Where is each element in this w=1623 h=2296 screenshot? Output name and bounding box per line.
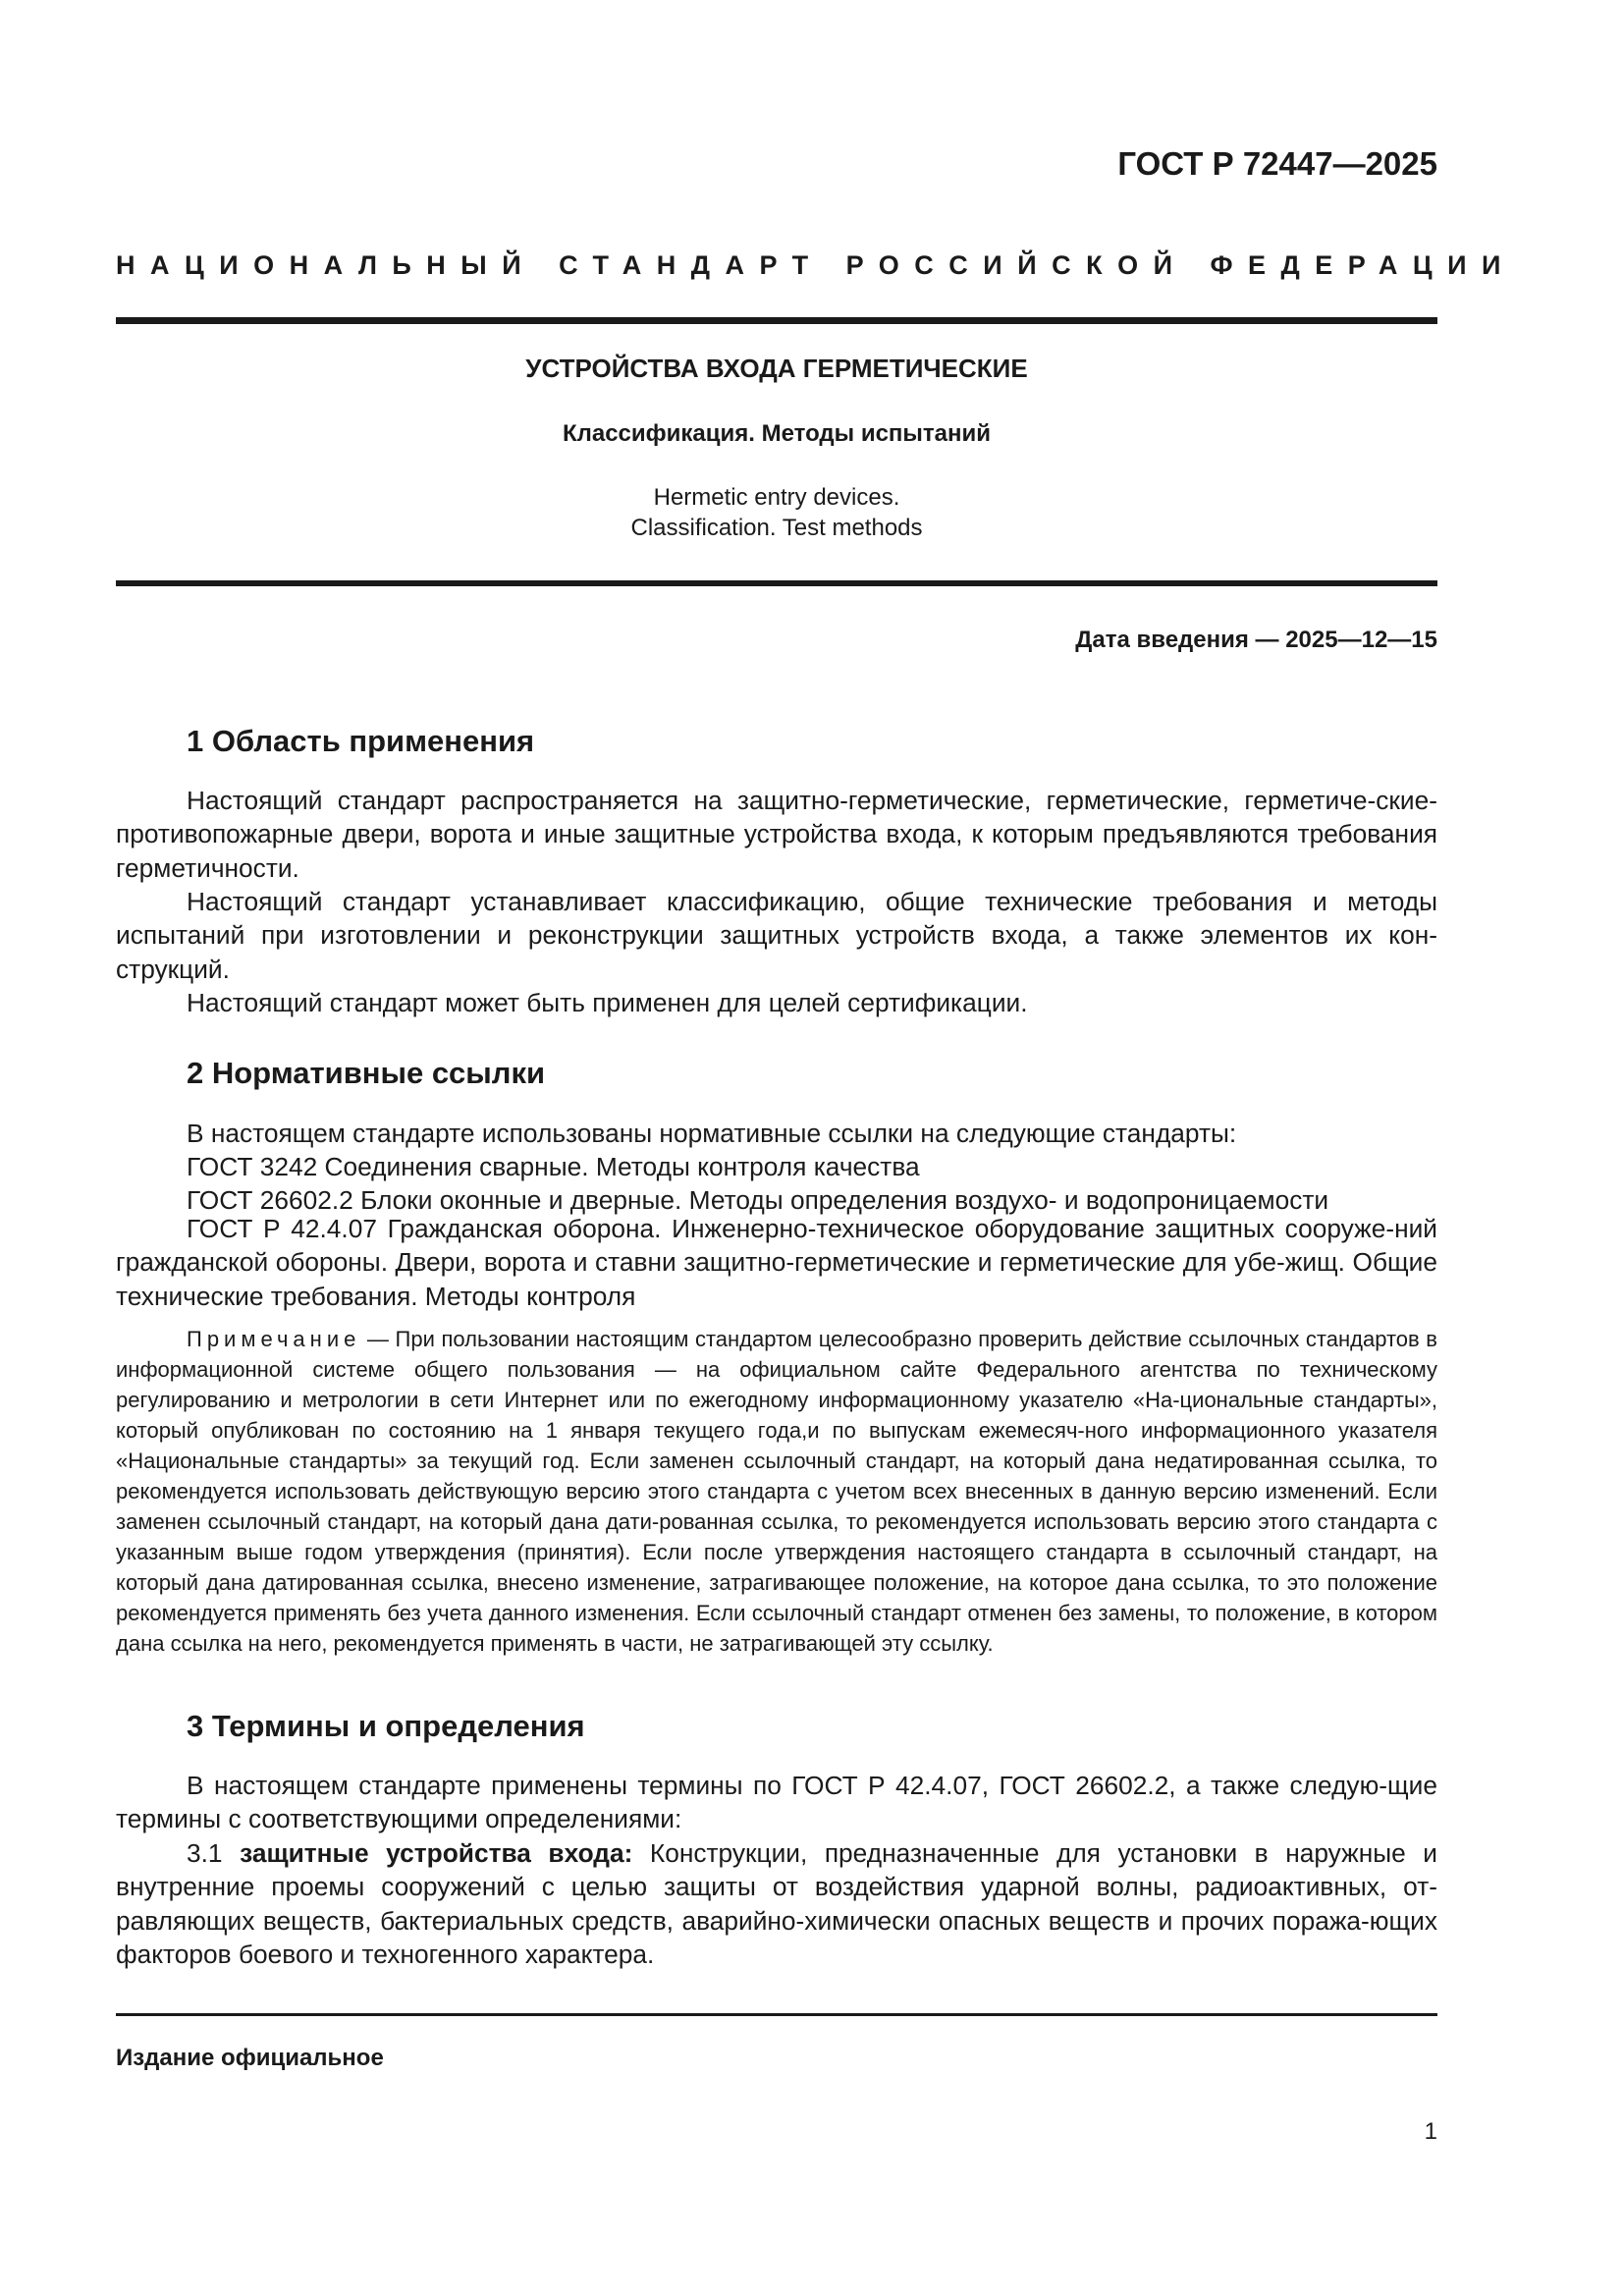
- section-1-paragraph-2: Настоящий стандарт устанавливает классификацию, общие технические требования и методы испытаний при изготовлении и реконструкции защитных устройств входа, а также элементов их кон-струкций.: [116, 887, 1437, 984]
- term-definition: Конструкции, предназначенные для установки в наружные и внутренние проемы сооружений с целью защиты от воздействия ударной волны, радиоактивных, от-равляющих веществ, бактериальных средств, аварийно-химически опасных веществ и прочих поража-ющих факторов боевого и техногенного характера.: [116, 1838, 1437, 1969]
- term-name: защитные устройства входа:: [240, 1838, 633, 1868]
- page-number: 1: [1424, 2118, 1437, 2145]
- introduction-date: Дата введения — 2025—12—15: [1075, 627, 1437, 653]
- term-3-1: [116, 1836, 1437, 1971]
- section-1-paragraph-3: Настоящий стандарт может быть применен для целей сертификации.: [187, 988, 1028, 1017]
- note-text: — При пользовании настоящим стандартом целесообразно проверить действие ссылочных стандартов в информационной системе общего пользования — на официальном сайте Федерального агентства по техническому регулированию и метрологии в сети Интернет или по ежегодному информационному указателю «На-циональные стандарты», который опубликован по состоянию на 1 января текущего года,и по выпускам ежемесяч-ного информационного указателя «Национальные стандарты» за текущий год. Если заменен ссылочный стандарт, на который дана недатированная ссылка, то рекомендуется использовать действующую версию этого стандарта с учетом всех внесенных в данную версию изменений. Если заменен ссылочный стандарт, на который дана дати-рованная ссылка, то рекомендуется использовать версию этого стандарта с указанным выше годом утверждения (принятия). Если после утверждения настоящего стандарта в ссылочный стандарт, на который дана датированная ссылка, внесено изменение, затрагивающее положение, на которое дана ссылка, то это положение рекомендуется применять без учета данного изменения. Если ссылочный стандарт отменен без замены, то положение, в котором дана ссылка на него, рекомендуется применять в части, не затрагивающей эту ссылку.: [116, 1327, 1437, 1656]
- english-title-line-1: Hermetic entry devices.: [653, 484, 900, 511]
- official-edition-label: Издание официальное: [116, 2045, 384, 2071]
- footer-rule: [116, 2013, 1437, 2016]
- note-label: Примечание: [187, 1327, 361, 1351]
- section-2-intro: В настоящем стандарте использованы нормативные ссылки на следующие стандарты:: [187, 1119, 1237, 1148]
- english-title: [116, 482, 1437, 543]
- reference-gost-26602: ГОСТ 26602.2 Блоки оконные и дверные. Методы определения воздухо- и водопроницаемости: [187, 1185, 1329, 1215]
- section-3-heading: 3 Термины и определения: [187, 1709, 585, 1743]
- national-standard-banner: НАЦИОНАЛЬНЫЙ СТАНДАРТ РОССИЙСКОЙ ФЕДЕРАЦИИ: [116, 250, 1516, 280]
- reference-gost-3242: ГОСТ 3242 Соединения сварные. Методы контроля качества: [187, 1152, 920, 1181]
- term-number: 3.1: [187, 1838, 241, 1868]
- document-page: [116, 0, 1516, 2296]
- section-3-intro: В настоящем стандарте применены термины по ГОСТ Р 42.4.07, ГОСТ 26602.2, а также следую-щие термины с соответствующими определениями:: [116, 1771, 1437, 1834]
- normative-note: [116, 1324, 1437, 1659]
- english-title-line-2: Classification. Test methods: [630, 515, 923, 541]
- document-title: УСТРОЙСТВА ВХОДА ГЕРМЕТИЧЕСКИЕ: [525, 354, 1028, 383]
- document-subtitle: Классификация. Методы испытаний: [562, 420, 992, 447]
- section-1-heading: 1 Область применения: [187, 724, 535, 758]
- document-number: ГОСТ Р 72447—2025: [1117, 145, 1437, 182]
- reference-gost-r-42: ГОСТ Р 42.4.07 Гражданская оборона. Инженерно-техническое оборудование защитных сооруже-ний гражданской обороны. Двери, ворота и ставни защитно-герметические и герметические для убе-жищ. Общие технические требования. Методы контроля: [116, 1214, 1437, 1311]
- title-bottom-rule: [116, 580, 1437, 586]
- section-2-heading: 2 Нормативные ссылки: [187, 1056, 546, 1090]
- title-top-rule: [116, 317, 1437, 324]
- section-1-paragraph-1: Настоящий стандарт распространяется на защитно-герметические, герметические, герметиче-ские-противопожарные двери, ворота и иные защитные устройства входа, к которым предъявляются требования герметичности.: [116, 786, 1437, 883]
